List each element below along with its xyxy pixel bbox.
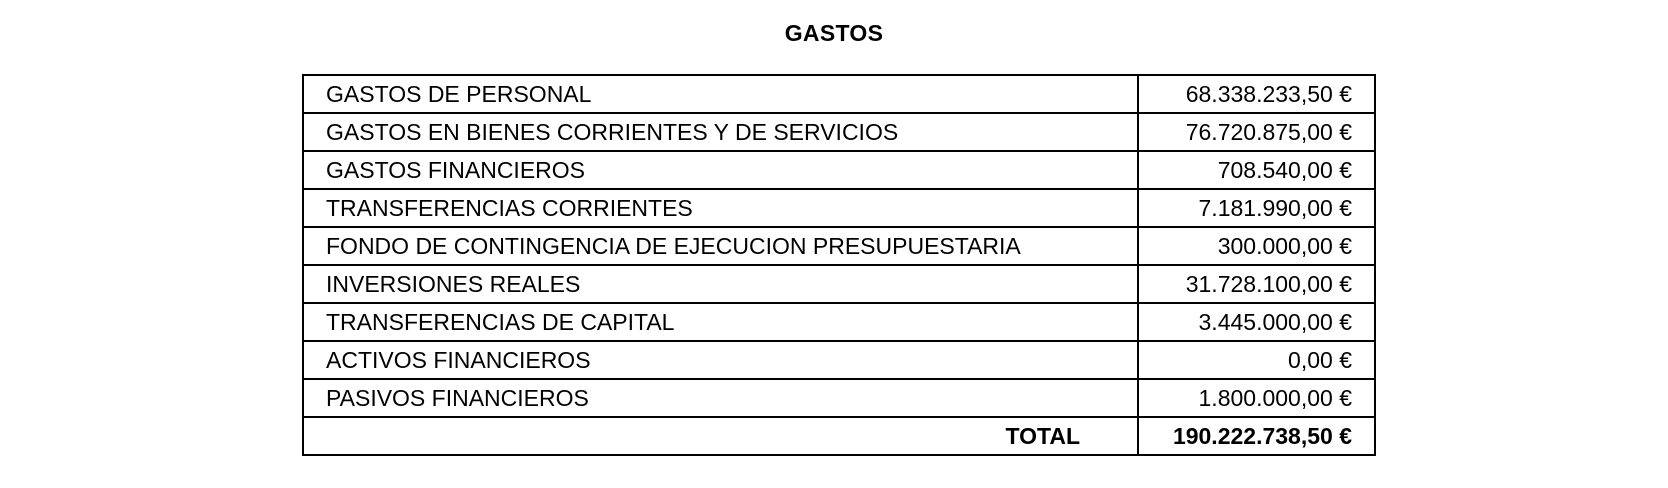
row-label: GASTOS FINANCIEROS (303, 151, 1138, 189)
total-label: TOTAL (303, 417, 1138, 455)
row-label: TRANSFERENCIAS DE CAPITAL (303, 303, 1138, 341)
row-label: ACTIVOS FINANCIEROS (303, 341, 1138, 379)
table-row (303, 341, 1375, 379)
row-label: GASTOS DE PERSONAL (303, 75, 1138, 113)
row-amount: 7.181.990,00 € (1138, 189, 1375, 227)
expenses-table (302, 74, 1376, 456)
row-amount: 300.000,00 € (1138, 227, 1375, 265)
row-amount: 0,00 € (1138, 341, 1375, 379)
table-row (303, 189, 1375, 227)
table-row (303, 151, 1375, 189)
row-amount: 76.720.875,00 € (1138, 113, 1375, 151)
table-row (303, 379, 1375, 417)
row-amount: 68.338.233,50 € (1138, 75, 1375, 113)
table-row (303, 227, 1375, 265)
row-amount: 1.800.000,00 € (1138, 379, 1375, 417)
row-amount: 31.728.100,00 € (1138, 265, 1375, 303)
row-label: INVERSIONES REALES (303, 265, 1138, 303)
row-amount: 708.540,00 € (1138, 151, 1375, 189)
total-amount: 190.222.738,50 € (1138, 417, 1375, 455)
row-label: GASTOS EN BIENES CORRIENTES Y DE SERVICIOS (303, 113, 1138, 151)
total-row (303, 417, 1375, 455)
page-title: GASTOS (784, 20, 884, 46)
table-row (303, 75, 1375, 113)
row-label: TRANSFERENCIAS CORRIENTES (303, 189, 1138, 227)
table-row (303, 265, 1375, 303)
row-label: PASIVOS FINANCIEROS (303, 379, 1138, 417)
row-amount: 3.445.000,00 € (1138, 303, 1375, 341)
table-row (303, 303, 1375, 341)
row-label: FONDO DE CONTINGENCIA DE EJECUCION PRESUPUESTARIA (303, 227, 1138, 265)
table-row (303, 113, 1375, 151)
